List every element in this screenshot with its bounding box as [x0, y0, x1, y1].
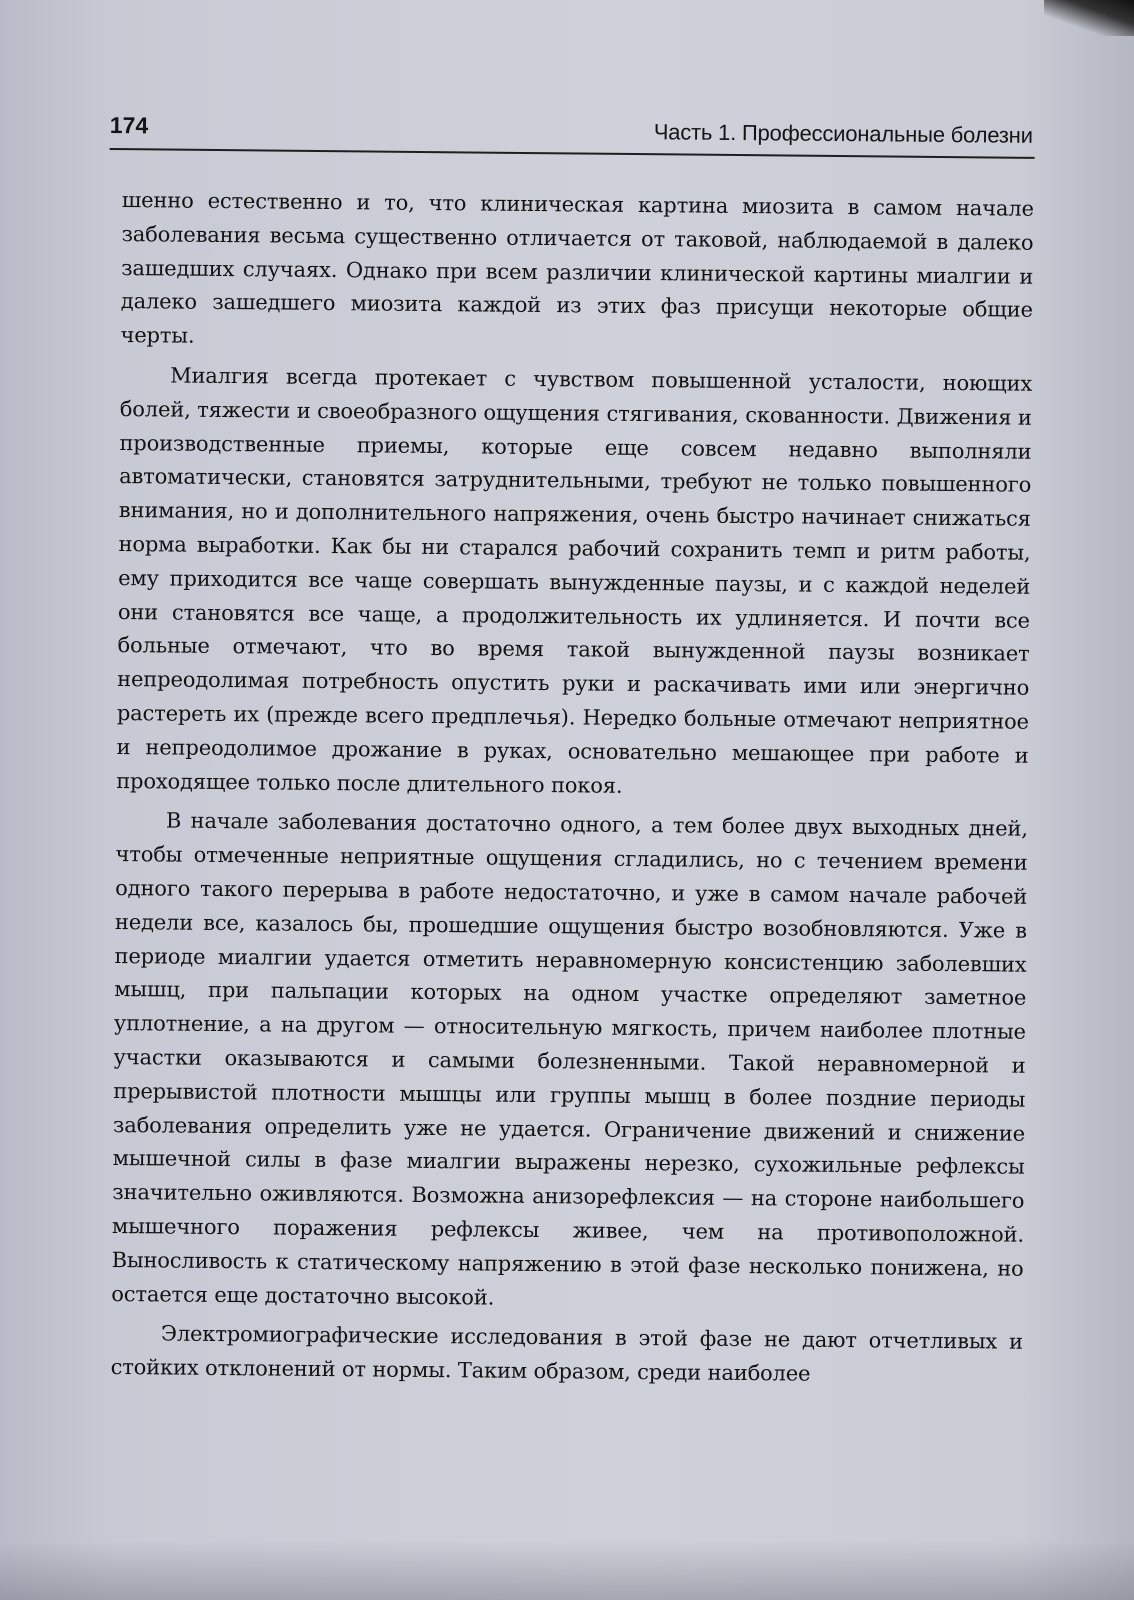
page-corner-shadow — [1044, 0, 1134, 36]
paragraph-disease-onset: В начале заболевания достаточно одного, а тем более двух выходных дней, чтобы отмеченные неприятные ощущения сгладились, но с течением времени одного такого перерыва в работе недостаточно, и уже в самом начале рабочей недели все, казалось бы, прошедшие ощущения быстро возобновляются. Уже в периоде миалгии удается отметить неравномерную консистенцию заболевших мышц, при пальпации которых на одном участке определяют заметное уплотнение, а на другом — относительную мягкость, причем наиболее плотные участки оказываются и самыми болезненными. Такой неравномерной и прерывистой плотности мышцы или группы мышц в более поздние периоды заболевания определить уже не удается. Ограничение движений и снижение мышечной силы в фазе миалгии выражены нерезко, сухожильные рефлексы значительно оживляются. Возможна анизорефлексия — на стороне наибольшего мышечного поражения рефлексы живее, чем на противоположной. Выносливость к статическому напряжению в этой фазе несколько понижена, но остается еще достаточно высокой. — [111, 808, 1028, 1310]
page-number: 174 — [109, 111, 149, 139]
page-header — [110, 108, 1045, 165]
paragraph-myalgia: Миалгия всегда протекает с чувством повышенной усталости, ноющих болей, тяжести и своеобразного ощущения стягивания, скованности. Движения и производственные приемы, которые еще совсем недавно выполняли автоматически, становятся затруднительными, требуют не только повышенного внимания, но и дополнительного напряжения, очень быстро начинает снижаться норма выработки. Как бы ни старался рабочий сохранить темп и ритм работы, ему приходится все чаще совершать вынужденные паузы, и с каждой неделей они становятся все чаще, а продолжительность их удлиняется. И почти все больные отмечают, что во время такой вынужденной паузы возникает непреодолимая потребность опустить руки и раскачивать ими или энергично растереть их (прежде всего предплечья). Нередко больные отмечают неприятное и непреодолимое дрожание в руках, основательно мешающее при работе и проходящее только после длительного покоя. — [116, 363, 1033, 798]
paragraph-electromyography: Электромиографические исследования в этой фазе не дают отчетливых и стойких отклонений от нормы. Таким образом, среди наиболее — [110, 1321, 1024, 1386]
running-head: Часть 1. Профессиональные болезни — [653, 119, 1033, 148]
body-text — [110, 184, 1034, 1400]
header-rule — [110, 148, 1035, 159]
paragraph-continuation: шенно естественно и то, что клиническая картина миозита в самом начале заболевания весьма существенно отличается от таковой, наблюдаемой в далеко зашедших случаях. Однако при всем различии клинической картины миалгии и далеко зашедшего миозита каждой из этих фаз присущи некоторые общие черты. — [120, 187, 1034, 348]
page-bottom-shade — [0, 1540, 1134, 1600]
